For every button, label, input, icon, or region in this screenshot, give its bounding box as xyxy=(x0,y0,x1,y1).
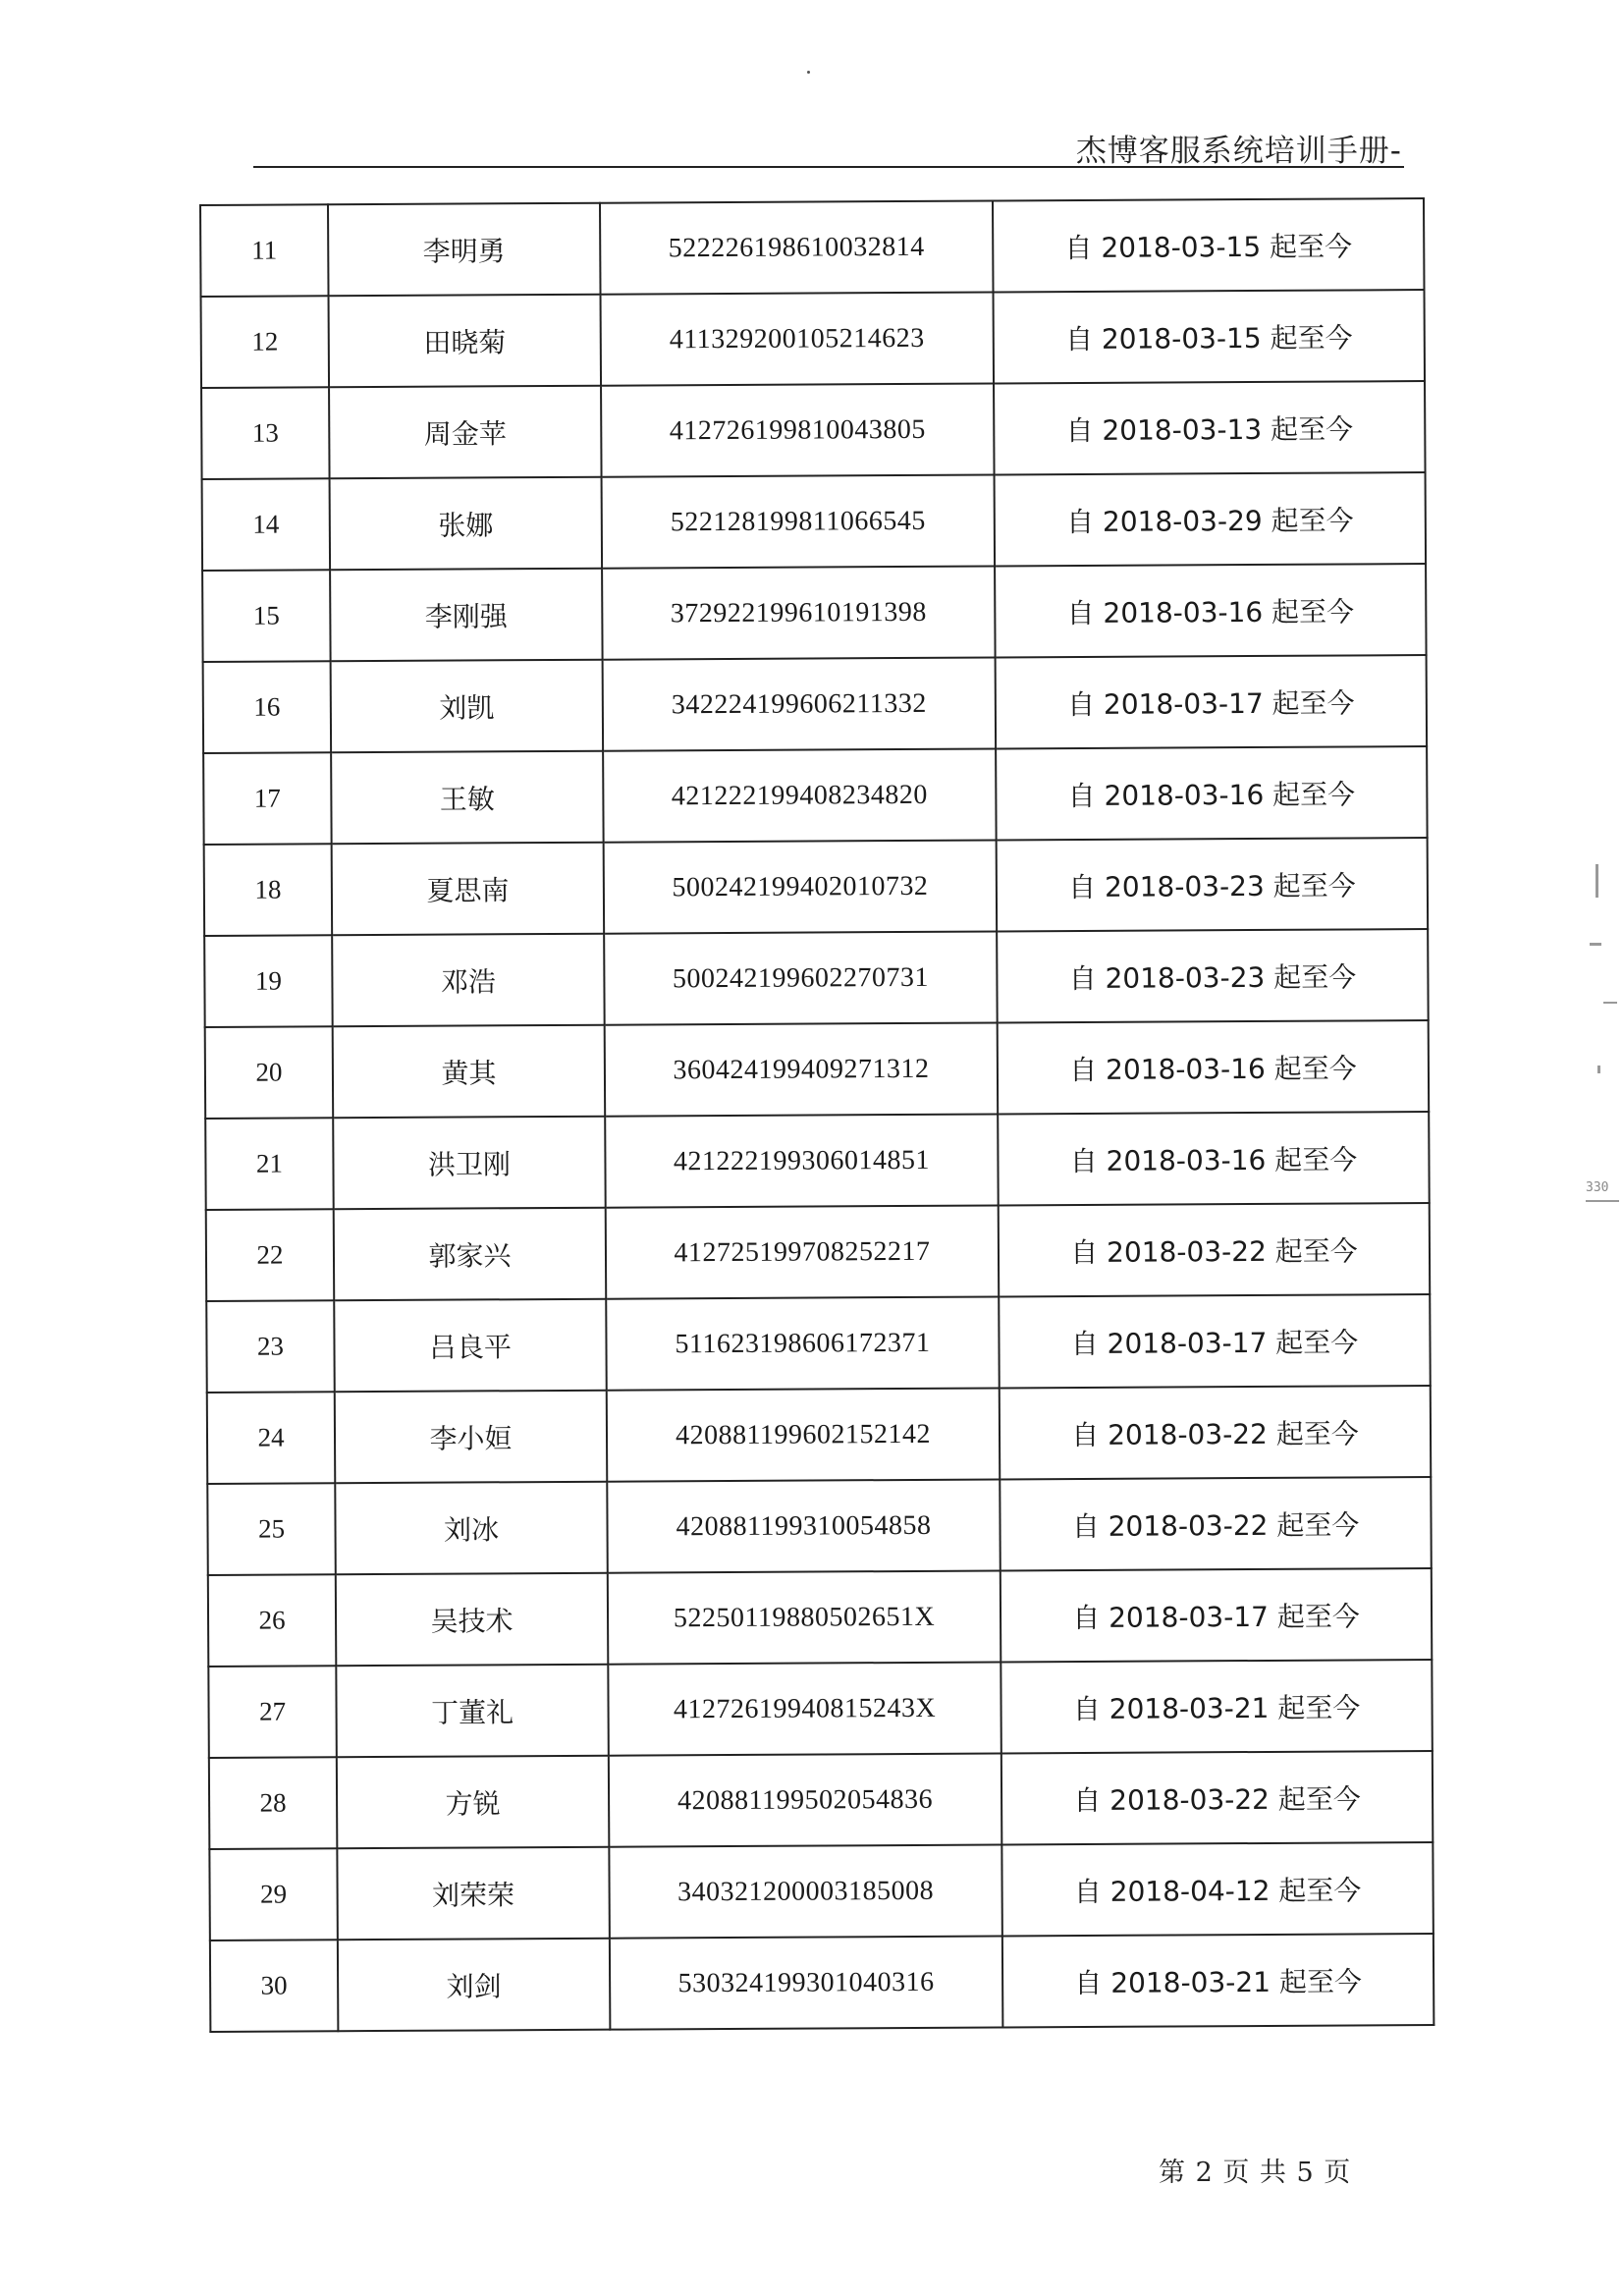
id-number-cell: 372922199610191398 xyxy=(602,566,996,659)
table-row xyxy=(202,472,1426,571)
name-cell: 李刚强 xyxy=(330,569,603,662)
row-number-cell: 19 xyxy=(204,935,333,1027)
id-number-cell: 411329200105214623 xyxy=(601,292,995,385)
row-number-cell: 11 xyxy=(200,204,329,297)
margin-mark xyxy=(1603,1002,1617,1004)
table-row xyxy=(206,1203,1431,1301)
name-cell: 吕良平 xyxy=(334,1299,607,1393)
scan-speck xyxy=(807,71,810,74)
name-cell: 张娜 xyxy=(330,477,603,571)
table-row xyxy=(206,1294,1431,1393)
table-row xyxy=(208,1660,1433,1758)
period-cell: 自 2018-03-23 起至今 xyxy=(997,929,1429,1022)
name-cell: 刘凯 xyxy=(331,660,604,753)
period-cell: 自 2018-03-16 起至今 xyxy=(998,1112,1430,1205)
row-number-cell: 20 xyxy=(205,1026,334,1119)
period-cell: 自 2018-04-12 起至今 xyxy=(1001,1842,1434,1936)
name-cell: 刘荣荣 xyxy=(337,1847,610,1941)
table-row xyxy=(208,1568,1433,1667)
table-row xyxy=(207,1477,1432,1575)
row-number-cell: 30 xyxy=(210,1940,339,2032)
table-row xyxy=(201,381,1425,479)
margin-scan-marks xyxy=(1574,864,1623,1218)
period-cell: 自 2018-03-16 起至今 xyxy=(996,746,1428,840)
name-cell: 方锐 xyxy=(337,1756,610,1849)
table-row xyxy=(201,290,1425,388)
margin-mark xyxy=(1590,943,1601,946)
id-number-cell: 500242199602270731 xyxy=(604,931,998,1024)
period-cell: 自 2018-03-17 起至今 xyxy=(999,1294,1431,1388)
name-cell: 周金苹 xyxy=(329,386,602,479)
row-number-cell: 18 xyxy=(204,844,333,936)
period-cell: 自 2018-03-15 起至今 xyxy=(993,198,1425,292)
row-number-cell: 12 xyxy=(201,296,330,388)
row-number-cell: 27 xyxy=(208,1666,337,1758)
table-row xyxy=(203,746,1428,845)
table-row xyxy=(209,1751,1434,1849)
period-cell: 自 2018-03-22 起至今 xyxy=(1001,1751,1434,1844)
header-title: 杰博客服系统培训手册- xyxy=(1075,134,1402,169)
name-cell: 刘冰 xyxy=(335,1482,608,1575)
row-number-cell: 24 xyxy=(207,1392,336,1484)
row-number-cell: 14 xyxy=(202,478,331,571)
id-number-cell: 41272619940815243X xyxy=(608,1662,1001,1755)
id-number-cell: 412726199810043805 xyxy=(601,383,995,476)
margin-mark xyxy=(1596,864,1598,898)
row-number-cell: 21 xyxy=(205,1118,334,1210)
row-number-cell: 28 xyxy=(209,1757,338,1849)
row-number-cell: 15 xyxy=(202,570,331,662)
period-cell: 自 2018-03-22 起至今 xyxy=(1000,1477,1432,1570)
row-number-cell: 17 xyxy=(203,752,332,845)
row-number-cell: 25 xyxy=(207,1483,336,1575)
period-cell: 自 2018-03-16 起至今 xyxy=(995,564,1427,657)
id-number-cell: 340321200003185008 xyxy=(609,1844,1002,1938)
table-row xyxy=(210,1934,1434,2032)
name-cell: 邓浩 xyxy=(332,934,605,1027)
table-row xyxy=(202,564,1426,662)
margin-mark xyxy=(1597,1066,1600,1073)
header-rule xyxy=(253,166,1404,168)
id-number-cell: 420881199602152142 xyxy=(607,1388,1001,1481)
period-cell: 自 2018-03-16 起至今 xyxy=(998,1020,1430,1114)
period-cell: 自 2018-03-22 起至今 xyxy=(999,1203,1431,1296)
name-cell: 夏思南 xyxy=(332,843,605,936)
id-number-cell: 530324199301040316 xyxy=(610,1936,1003,2029)
row-number-cell: 23 xyxy=(206,1300,335,1393)
period-cell: 自 2018-03-21 起至今 xyxy=(1002,1934,1434,2027)
staff-table xyxy=(199,197,1434,2033)
id-number-cell: 421222199306014851 xyxy=(605,1114,999,1207)
row-number-cell: 26 xyxy=(208,1574,337,1667)
id-number-cell: 420881199502054836 xyxy=(609,1753,1002,1846)
row-number-cell: 16 xyxy=(203,661,332,753)
page-number: 第 2 页 共 5 页 xyxy=(1159,2158,1352,2188)
period-cell: 自 2018-03-17 起至今 xyxy=(1001,1568,1433,1662)
name-cell: 黄其 xyxy=(333,1025,606,1119)
row-number-cell: 22 xyxy=(206,1209,335,1301)
name-cell: 王敏 xyxy=(331,751,604,845)
period-cell: 自 2018-03-29 起至今 xyxy=(995,472,1427,566)
period-cell: 自 2018-03-13 起至今 xyxy=(994,381,1426,474)
id-number-cell: 511623198606172371 xyxy=(606,1296,1000,1390)
id-number-cell: 421222199408234820 xyxy=(603,748,997,842)
name-cell: 洪卫刚 xyxy=(333,1117,606,1210)
id-number-cell: 522226198610032814 xyxy=(600,200,994,294)
row-number-cell: 13 xyxy=(201,387,330,479)
name-cell: 郭家兴 xyxy=(334,1208,607,1301)
id-number-cell: 52250119880502651X xyxy=(608,1570,1001,1664)
name-cell: 吴技术 xyxy=(336,1573,609,1667)
period-cell: 自 2018-03-15 起至今 xyxy=(994,290,1426,383)
table-row xyxy=(207,1386,1432,1484)
name-cell: 丁董礼 xyxy=(336,1665,609,1758)
id-number-cell: 522128199811066545 xyxy=(602,474,996,568)
table-row xyxy=(203,655,1428,753)
row-number-cell: 29 xyxy=(209,1848,338,1941)
id-number-cell: 500242199402010732 xyxy=(604,840,998,933)
period-cell: 自 2018-03-23 起至今 xyxy=(997,838,1429,931)
period-cell: 自 2018-03-17 起至今 xyxy=(996,655,1428,748)
staff-table-body xyxy=(200,198,1434,2032)
name-cell: 刘剑 xyxy=(338,1939,611,2032)
table-row xyxy=(204,838,1429,936)
staff-table-wrapper xyxy=(199,197,1434,2033)
id-number-cell: 342224199606211332 xyxy=(603,657,997,750)
table-row xyxy=(205,1112,1430,1210)
period-cell: 自 2018-03-22 起至今 xyxy=(1000,1386,1432,1479)
name-cell: 李小姮 xyxy=(335,1391,608,1484)
period-cell: 自 2018-03-21 起至今 xyxy=(1001,1660,1433,1753)
id-number-cell: 360424199409271312 xyxy=(605,1022,999,1116)
table-row xyxy=(204,929,1429,1027)
id-number-cell: 420881199310054858 xyxy=(607,1479,1001,1572)
name-cell: 田晓菊 xyxy=(329,295,602,388)
table-row xyxy=(200,198,1424,297)
name-cell: 李明勇 xyxy=(328,203,601,297)
margin-mark xyxy=(1586,1200,1619,1202)
id-number-cell: 412725199708252217 xyxy=(606,1205,1000,1298)
table-row xyxy=(209,1842,1434,1941)
table-row xyxy=(205,1020,1430,1119)
margin-stamp-text: 330 xyxy=(1586,1180,1609,1195)
